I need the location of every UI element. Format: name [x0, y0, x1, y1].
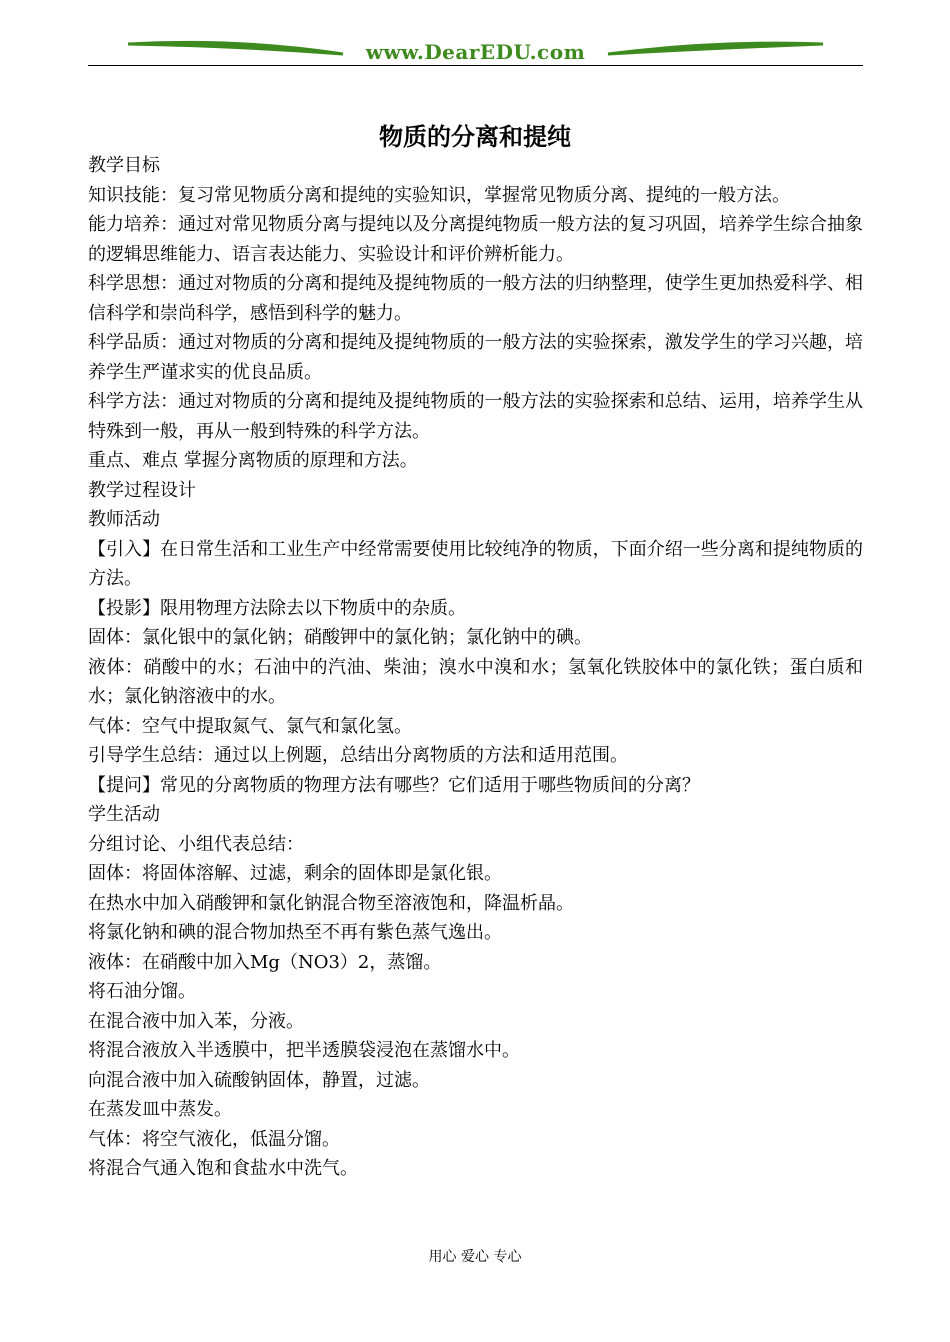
paragraph: 固体：将固体溶解、过滤，剩余的固体即是氯化银。 — [88, 863, 502, 884]
paragraph: 引导学生总结：通过以上例题，总结出分离物质的方法和适用范围。 — [88, 745, 628, 766]
paragraph: 气体：将空气液化，低温分馏。 — [88, 1128, 340, 1150]
paragraph: 学生活动 — [88, 804, 160, 825]
paragraph: 将混合液放入半透膜中，把半透膜袋浸泡在蒸馏水中。 — [88, 1040, 520, 1061]
paragraph: 向混合液中加入硫酸钠固体，静置，过滤。 — [88, 1069, 430, 1091]
paragraph: 【提问】常见的分离物质的物理方法有哪些？它们适用于哪些物质间的分离？ — [88, 774, 700, 796]
paragraph: 教师活动 — [88, 509, 160, 530]
paragraph: 科学思想：通过对物质的分离和提纯及提纯物质的一般方法的归纳整理，使学生更加热爱科学、相信科学和崇尚科学，感悟到科学的魅力。 — [88, 273, 863, 324]
site-header — [88, 30, 863, 70]
paragraph: 【引入】在日常生活和工业生产中经常需要使用比较纯净的物质，下面介绍一些分离和提纯物质的方法。 — [88, 538, 863, 589]
paragraph: 【投影】限用物理方法除去以下物质中的杂质。 — [88, 597, 466, 619]
site-logo-text[interactable]: www.DearEDU.com — [365, 40, 586, 64]
paragraph: 教学过程设计 — [88, 479, 196, 501]
paragraph: 科学品质：通过对物质的分离和提纯及提纯物质的一般方法的实验探索，激发学生的学习兴趣，培养学生严谨求实的优良品质。 — [88, 332, 863, 383]
paragraph: 将氯化钠和碘的混合物加热至不再有紫色蒸气逸出。 — [88, 922, 502, 943]
paragraph: 重点、难点 掌握分离物质的原理和方法。 — [88, 450, 418, 471]
paragraph: 气体：空气中提取氮气、氯气和氯化氢。 — [88, 715, 412, 737]
paragraph: 在蒸发皿中蒸发。 — [88, 1099, 232, 1120]
header-divider — [88, 65, 863, 66]
paragraph: 分组讨论、小组代表总结： — [88, 833, 304, 855]
document-title: 物质的分离和提纯 — [379, 122, 571, 151]
page-footer: 用心 爱心 专心 — [428, 1249, 522, 1265]
paragraph: 固体：氯化银中的氯化钠；硝酸钾中的氯化钠；氯化钠中的碘。 — [88, 627, 592, 648]
paragraph: 知识技能：复习常见物质分离和提纯的实验知识，掌握常见物质分离、提纯的一般方法。 — [88, 184, 790, 206]
paragraph: 能力培养：通过对常见物质分离与提纯以及分离提纯物质一般方法的复习巩固，培养学生综合抽象的逻辑思维能力、语言表达能力、实验设计和评价辨析能力。 — [88, 214, 863, 265]
paragraph: 液体：在硝酸中加入Mg（NO3）2，蒸馏。 — [88, 951, 442, 973]
paragraph: 液体：硝酸中的水；石油中的汽油、柴油；溴水中溴和水；氢氧化铁胶体中的氯化铁；蛋白质和水；氯化钠溶液中的水。 — [88, 656, 863, 707]
paragraph: 将混合气通入饱和食盐水中洗气。 — [88, 1158, 358, 1179]
document-body — [88, 151, 863, 1184]
paragraph: 在热水中加入硝酸钾和氯化钠混合物至溶液饱和，降温析晶。 — [88, 892, 574, 914]
paragraph: 教学目标 — [88, 155, 160, 176]
paragraph: 科学方法：通过对物质的分离和提纯及提纯物质的一般方法的实验探索和总结、运用，培养学生从特殊到一般，再从一般到特殊的科学方法。 — [88, 391, 863, 442]
paragraph: 在混合液中加入苯，分液。 — [88, 1010, 304, 1032]
paragraph: 将石油分馏。 — [88, 981, 196, 1002]
